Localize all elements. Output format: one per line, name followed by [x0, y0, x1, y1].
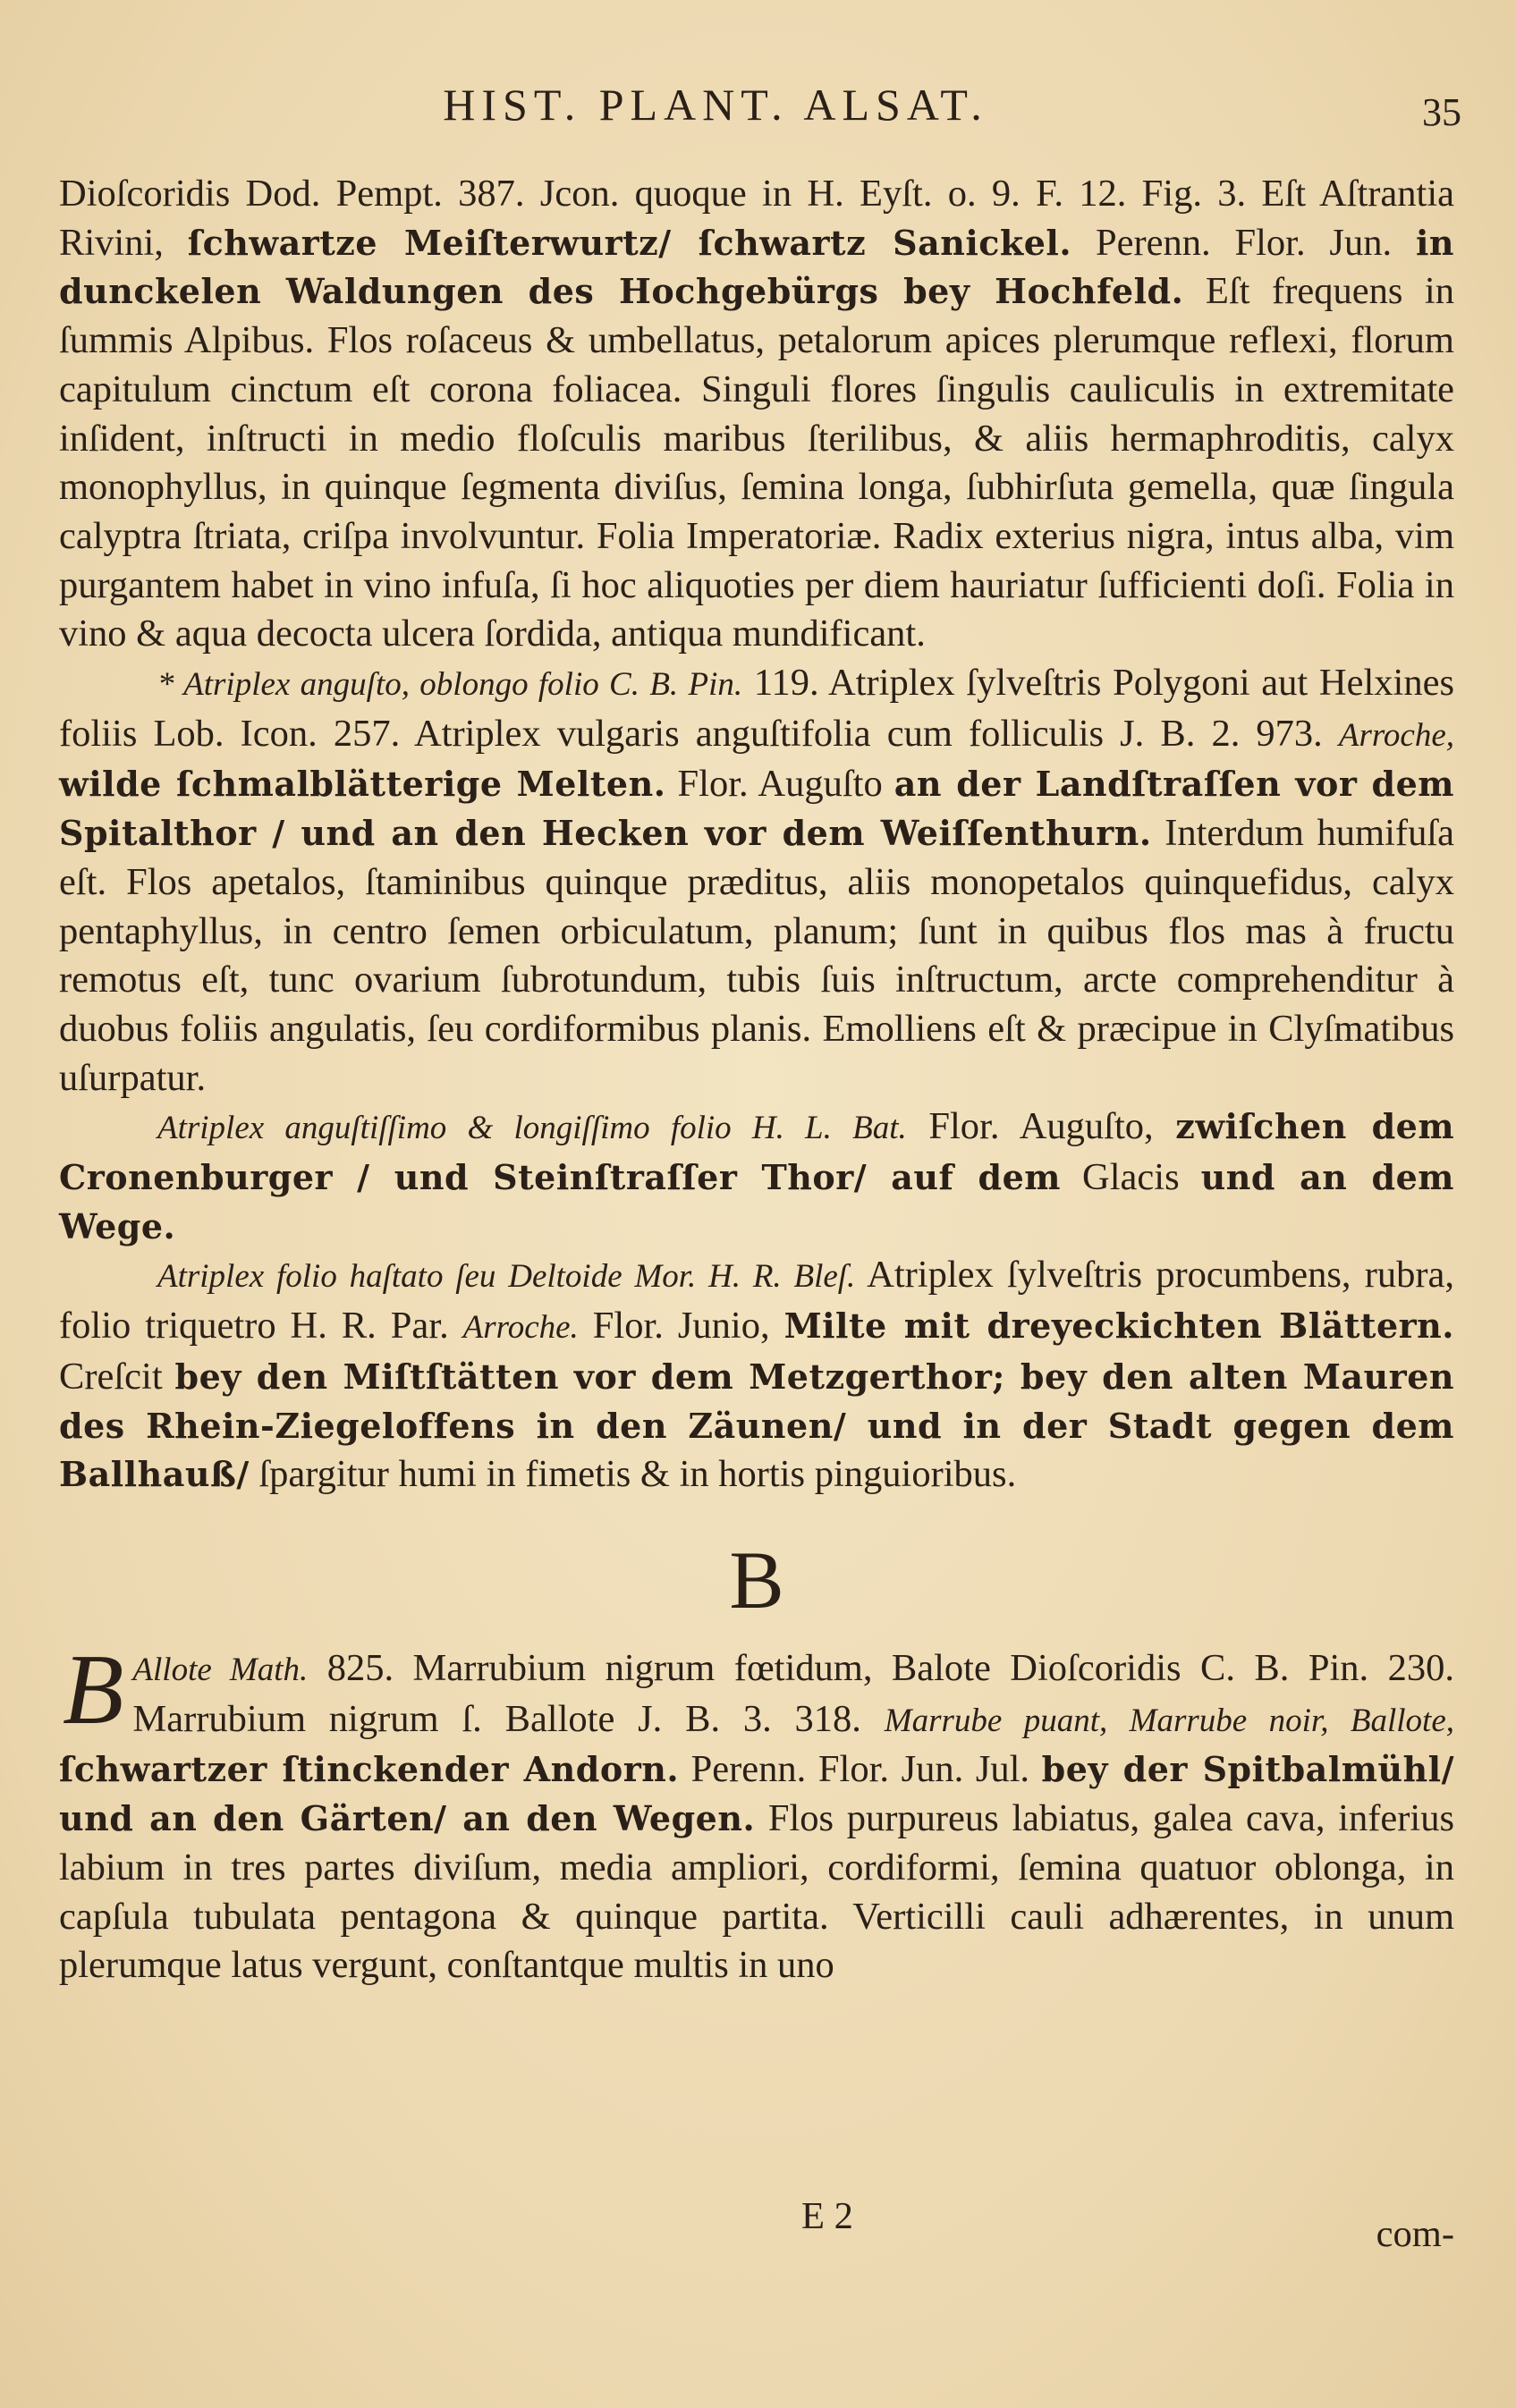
drop-capital: B	[63, 1634, 124, 1745]
page-number: 35	[1422, 90, 1461, 134]
paragraph-ballote	[59, 1634, 1455, 1990]
french-name: Arroche.	[462, 1309, 579, 1347]
text-run: 825. Marrubium nigrum fœtidum, Balote Dioſcoridis C. B. Pin. 230. Marrubium nigrum ſ. Ballote J. B. 3. 318.	[132, 1646, 1455, 1740]
running-head: HIST. PLANT. ALSAT.	[443, 80, 988, 130]
text-run: Glacis	[1082, 1156, 1180, 1199]
paragraph-atriplex-hastato	[59, 1251, 1454, 1500]
section-heading-letter: B	[729, 1534, 784, 1626]
german-blackletter-text: ſchwartzer ſtinckender Andorn.	[59, 1749, 680, 1790]
german-blackletter-text: ſchwartze Meiſterwurtz/ ſchwartz Sanickel.	[187, 222, 1072, 263]
latin-italic-heading: Atriplex anguſtiſſimo & longiſſimo folio H. L. Bat.	[157, 1110, 907, 1147]
catchword: com-	[1376, 2213, 1454, 2255]
german-blackletter-text: wilde ſchmalblätterige Melten.	[59, 764, 666, 805]
text-run: Eſt frequens in ſummis Alpibus. Flos roſaceus & umbellatus, petalorum apices plerumque reflexi, florum capitulum cinctum eſt corona foliacea. Singuli flores ſingulis cauliculis in extremitate inſident, inſtructi in medio floſculis maribus ſterilibus, & aliis hermaphroditis, calyx monophyllus, in quinque ſegmenta diviſus, ſemina longa, ſubhirſuta gemella, quæ ſingula calyptra ſtriata, criſpa involvuntur. Folia Imperatoriæ. Radix exterius nigra, intus alba, vim purgantem habet in vino infuſa, ſi hoc aliquoties per diem hauriatur ſufficienti doſi. Folia in vino & aqua decocta ulcera ſordida, antiqua mundificant.	[59, 270, 1454, 655]
german-blackletter-text: zwiſchen dem Cronenburger / und Steinſtraſſer Thor/ auf dem	[59, 1106, 1455, 1198]
german-blackletter-text: bey der Spitbalmühl/ und an den Gärten/ an den Wegen.	[59, 1749, 1454, 1839]
text-run: Perenn. Flor. Jun. Jul.	[690, 1748, 1030, 1791]
signature-mark: E 2	[801, 2195, 853, 2237]
text-run: Atriplex ſylveſtris procumbens, rubra, folio triquetro H. R. Par.	[59, 1254, 1455, 1348]
text-run: Dioſcoridis Dod. Pempt. 387. Jcon. quoque in H. Eyſt. o. 9. F. 12. Fig. 3. Eſt Aſtrantia Rivini,	[59, 173, 1454, 264]
latin-italic-heading: Allote Math.	[132, 1651, 309, 1688]
text-run: Interdum humifuſa eſt. Flos apetalos, ſtaminibus quinque præditus, aliis monopetalos quinquefidus, calyx pentaphyllus, in centro ſemen orbiculatum, planum; ſunt in quibus flos mas à fructu remotus eſt, tunc ovarium ſubrotundum, tubis ſuis inſtructum, arcte comprehenditur à duobus foliis angulatis, ſeu cordiformibus planis. Emolliens eſt & præcipue in Clyſmatibus uſurpatur.	[59, 812, 1454, 1099]
text-run: Flor. Auguſto	[677, 763, 883, 806]
german-blackletter-text: bey den Miſtſtätten vor dem Metzgerthor; bey den alten Mauren des Rhein-Ziegeloffens in den Zäunen/ und in der Stadt gegen dem Ballhauß/	[59, 1356, 1455, 1495]
german-blackletter-text: in dunckelen Waldungen des Hochgebürgs bey Hochfeld.	[59, 222, 1455, 312]
text-run: Creſcit	[59, 1355, 163, 1398]
latin-italic-heading: Atriplex folio haſtato ſeu Deltoide Mor. H. R. Bleſ.	[157, 1258, 856, 1296]
text-run: Flor. Auguſto,	[928, 1105, 1154, 1148]
paragraph-atriplex-angustissimo	[59, 1103, 1454, 1251]
text-run: Flor. Junio,	[592, 1305, 770, 1348]
paragraph-astrantia	[59, 170, 1454, 659]
french-name: Marrube puant, Marrube noir, Ballote,	[884, 1702, 1455, 1739]
text-run: ſpargitur humi in fimetis & in hortis pinguioribus.	[258, 1453, 1017, 1496]
german-blackletter-text: und an dem Wege.	[59, 1157, 1454, 1246]
latin-italic-heading: * Atriplex anguſto, oblongo folio C. B. Pin.	[157, 666, 743, 704]
french-name: Arroche,	[1338, 716, 1455, 754]
body-text	[59, 170, 1454, 1990]
text-run: 119. Atriplex ſylveſtris Polygoni aut Helxines foliis Lob. Icon. 257. Atriplex vulgaris anguſtifolia cum folliculis J. B. 2. 973.	[59, 662, 1454, 755]
text-run: Flos purpureus labiatus, galea cava, inferius labium in tres partes diviſum, media ampliori, cordiformi, ſemina quatuor oblonga, in capſula tubulata pentagona & quinque partita. Verticilli cauli adhærentes, in unum plerumque latus vergunt, conſtantque multis in uno	[59, 1797, 1454, 1987]
german-blackletter-text: an der Landſtraſſen vor dem Spitalthor / und an den Hecken vor dem Weiſſenthurn.	[59, 764, 1455, 854]
text-run: Perenn. Flor. Jun.	[1095, 221, 1393, 264]
paragraph-atriplex-angusto	[59, 659, 1454, 1103]
german-blackletter-text: Milte mit dreyeckichten Blättern.	[783, 1305, 1455, 1347]
